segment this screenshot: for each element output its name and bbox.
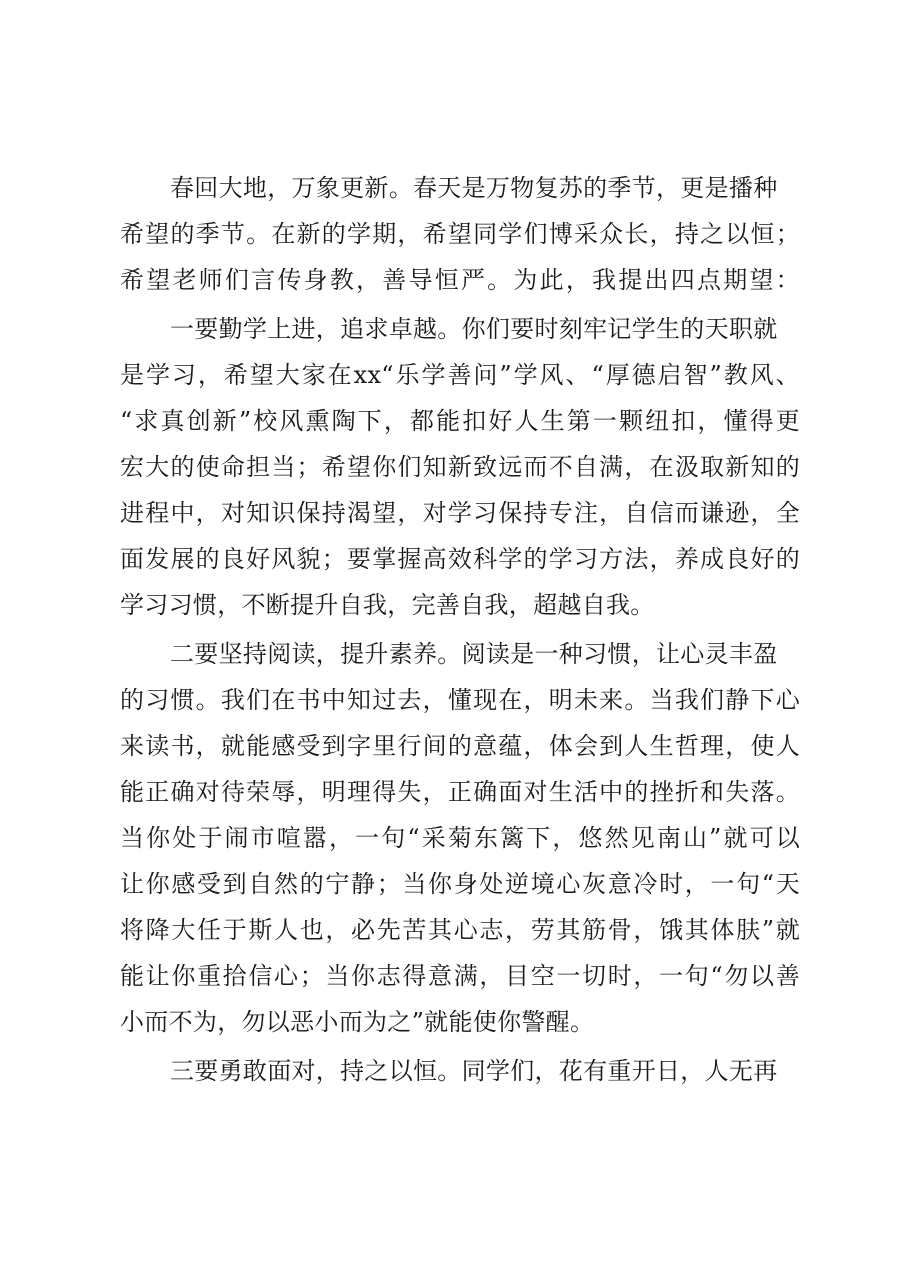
paragraph-2-line-6: 面发展的良好风貌；要掌握高效科学的学习方法，养成良好的 — [120, 545, 800, 573]
paragraph-1-line-3: 希望老师们言传身教，善导恒严。为此，我提出四点期望： — [120, 266, 800, 294]
paragraph-1-line-2: 希望的季节。在新的学期，希望同学们博采众长，持之以恒； — [120, 220, 800, 248]
paragraph-3-line-6: 让你感受到自然的宁静；当你身处逆境心灰意冷时，一句“天 — [120, 870, 800, 898]
paragraph-3-line-1: 二要坚持阅读，提升素养。阅读是一种习惯，让心灵丰盈 — [170, 640, 778, 668]
paragraph-3-line-8: 能让你重拾信心；当你志得意满，目空一切时，一句“勿以善 — [120, 962, 800, 990]
paragraph-2-line-4: 宏大的使命担当；希望你们知新致远而不自满，在汲取新知的 — [120, 453, 800, 481]
paragraph-2-line-3: “求真创新”校风熏陶下，都能扣好人生第一颗纽扣，懂得更 — [120, 407, 800, 435]
paragraph-2-line-2: 是学习，希望大家在xx“乐学善问”学风、“厚德启智”教风、 — [120, 361, 800, 389]
paragraph-3-line-5: 当你处于闹市喧嚣，一句“采菊东篱下，悠然见南山”就可以 — [120, 824, 800, 852]
paragraph-1-line-1: 春回大地，万象更新。春天是万物复苏的季节，更是播种 — [170, 174, 778, 202]
paragraph-3-line-4: 能正确对待荣辱，明理得失，正确面对生活中的挫折和失落。 — [120, 778, 800, 806]
paragraph-4-line-1: 三要勇敢面对，持之以恒。同学们，花有重开日，人无再 — [170, 1057, 778, 1085]
paragraph-2-line-5: 进程中，对知识保持渴望，对学习保持专注，自信而谦逊，全 — [120, 499, 800, 527]
paragraph-3-line-7: 将降大任于斯人也，必先苦其心志，劳其筋骨，饿其体肤”就 — [120, 916, 800, 944]
paragraph-2-line-7: 学习习惯，不断提升自我，完善自我，超越自我。 — [120, 591, 655, 619]
paragraph-3-line-3: 来读书，就能感受到字里行间的意蕴，体会到人生哲理，使人 — [120, 732, 800, 760]
paragraph-3-line-2: 的习惯。我们在书中知过去，懂现在，明未来。当我们静下心 — [120, 686, 800, 714]
paragraph-2-line-1: 一要勤学上进，追求卓越。你们要时刻牢记学生的天职就 — [170, 315, 778, 343]
paragraph-3-line-9: 小而不为，勿以恶小而为之”就能使你警醒。 — [120, 1008, 595, 1036]
